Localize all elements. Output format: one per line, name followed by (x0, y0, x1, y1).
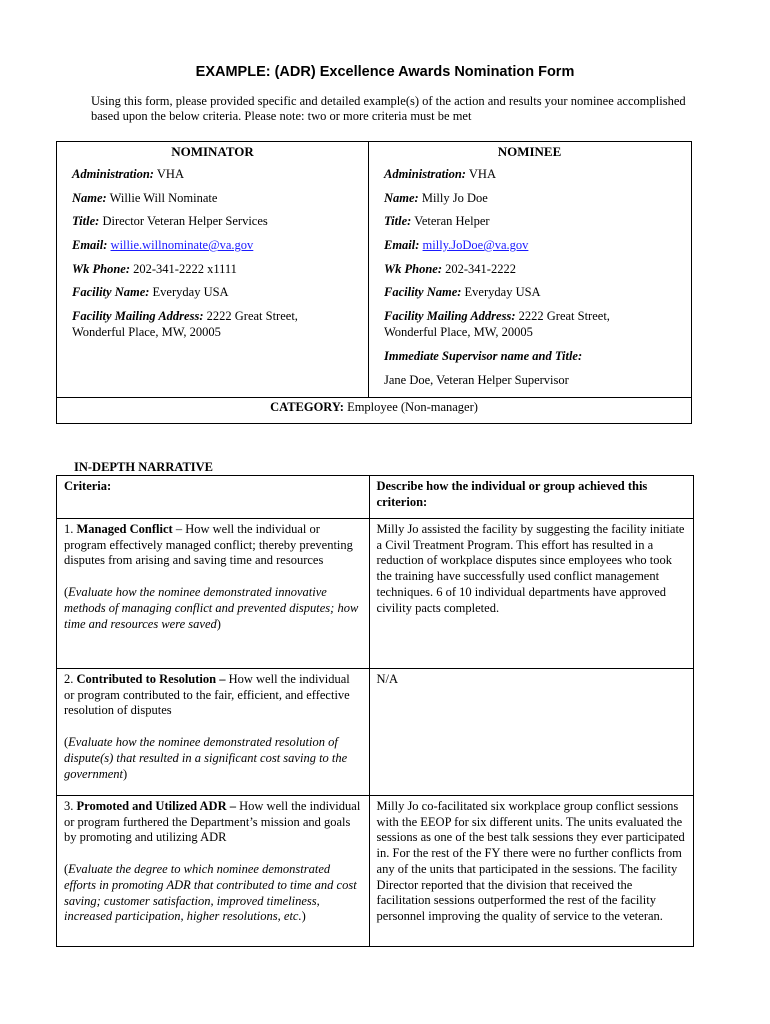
nominee-facility-name: Facility Name: Everyday USA (384, 285, 541, 299)
nominee-title: Title: Veteran Helper (384, 214, 490, 228)
category-label: CATEGORY: (270, 400, 344, 414)
criteria-header: Criteria: (57, 476, 370, 519)
criterion-evaluation: (Evaluate the degree to which nominee demonstrated efforts in promoting ADR that contributed to time and cost saving; customer satisfaction, improved timeliness, increased participation, higher resolutions, etc.) (64, 862, 357, 924)
answer-cell: N/A (369, 669, 693, 796)
form-title: EXAMPLE: (ADR) Excellence Awards Nomination Form (195, 64, 575, 80)
category-row (57, 397, 691, 417)
column-divider (368, 142, 369, 397)
nominator-header: NOMINATOR (171, 144, 254, 159)
nominee-supervisor-label: Immediate Supervisor name and Title: (384, 349, 583, 363)
nominee-administration: Administration: VHA (384, 167, 496, 181)
nominator-name: Name: Willie Will Nominate (72, 191, 218, 205)
table-row (57, 669, 694, 796)
criterion-text: 3. Promoted and Utilized ADR – How well the individual or program furthered the Department’s mission and goals by promoting and utilizing ADR (64, 799, 361, 845)
nominee-email: Email: milly.JoDoe@va.gov (384, 238, 529, 252)
nominator-mailing-address: Facility Mailing Address: 2222 Great Street, Wonderful Place, MW, 20005 (72, 309, 298, 339)
criterion-cell (57, 669, 370, 796)
nominator-facility-name: Facility Name: Everyday USA (72, 285, 229, 299)
nominator-title: Title: Director Veteran Helper Services (72, 214, 268, 228)
nominee-email-link[interactable]: milly.JoDoe@va.gov (422, 238, 529, 252)
nominator-email: Email: willie.willnominate@va.gov (72, 238, 254, 252)
answer-cell: Milly Jo assisted the facility by suggesting the facility initiate a Civil Treatment Program. This effort has resulted in a reduction of workplace disputes since employees who took the training have successfully used conflict management techniques. 6 of 10 individual departments have approved civility pacts completed. (369, 519, 693, 669)
criterion-cell (57, 519, 370, 669)
nominator-nominee-box (56, 141, 692, 424)
table-row (57, 519, 694, 669)
answer-cell: Milly Jo co-facilitated six workplace group conflict sessions with the EEOP for six different units. The units evaluated the sessions as one of the best talk sessions they ever participated in. For the rest of the FY there were no further conflicts from any of the units that participated in the sessions. The facility Director reported that the division that received the facilitation sessions outperformed the rest of the facility personnel improving the quality of service to the veteran. (369, 796, 693, 947)
narrative-heading: IN-DEPTH NARRATIVE (74, 460, 214, 474)
nominee-header: NOMINEE (497, 144, 562, 159)
table-header-row (57, 476, 694, 519)
criterion-evaluation: (Evaluate how the nominee demonstrated innovative methods of managing conflict and prevented disputes; how time and resources were saved) (64, 585, 359, 631)
nominator-email-link[interactable]: willie.willnominate@va.gov (110, 238, 254, 252)
nominator-phone: Wk Phone: 202-341-2222 x1111 (72, 262, 237, 276)
nominee-phone: Wk Phone: 202-341-2222 (384, 262, 516, 276)
criterion-text: 2. Contributed to Resolution – How well the individual or program contributed to the fair, efficient, and effective resolution of disputes (64, 672, 350, 718)
criterion-evaluation: (Evaluate how the nominee demonstrated resolution of dispute(s) that resulted in a significant cost saving to the government) (64, 735, 348, 781)
nominee-name: Name: Milly Jo Doe (384, 191, 488, 205)
table-row (57, 796, 694, 947)
criterion-text: 1. Managed Conflict – How well the individual or program effectively managed conflict; thereby preventing disputes from arising and saving time and resources (64, 522, 353, 568)
category-value: Employee (Non-manager) (347, 400, 478, 414)
nominator-administration: Administration: VHA (72, 167, 184, 181)
form-intro: Using this form, please provided specific and detailed example(s) of the action and results your nominee accomplished based upon the below criteria. Please note: two or more criteria must be met (91, 94, 686, 123)
nominee-supervisor-value: Jane Doe, Veteran Helper Supervisor (384, 373, 569, 387)
nominee-mailing-address: Facility Mailing Address: 2222 Great Street, Wonderful Place, MW, 20005 (384, 309, 610, 339)
description-header: Describe how the individual or group achieved this criterion: (369, 476, 693, 519)
narrative-table (56, 475, 694, 947)
criterion-cell (57, 796, 370, 947)
